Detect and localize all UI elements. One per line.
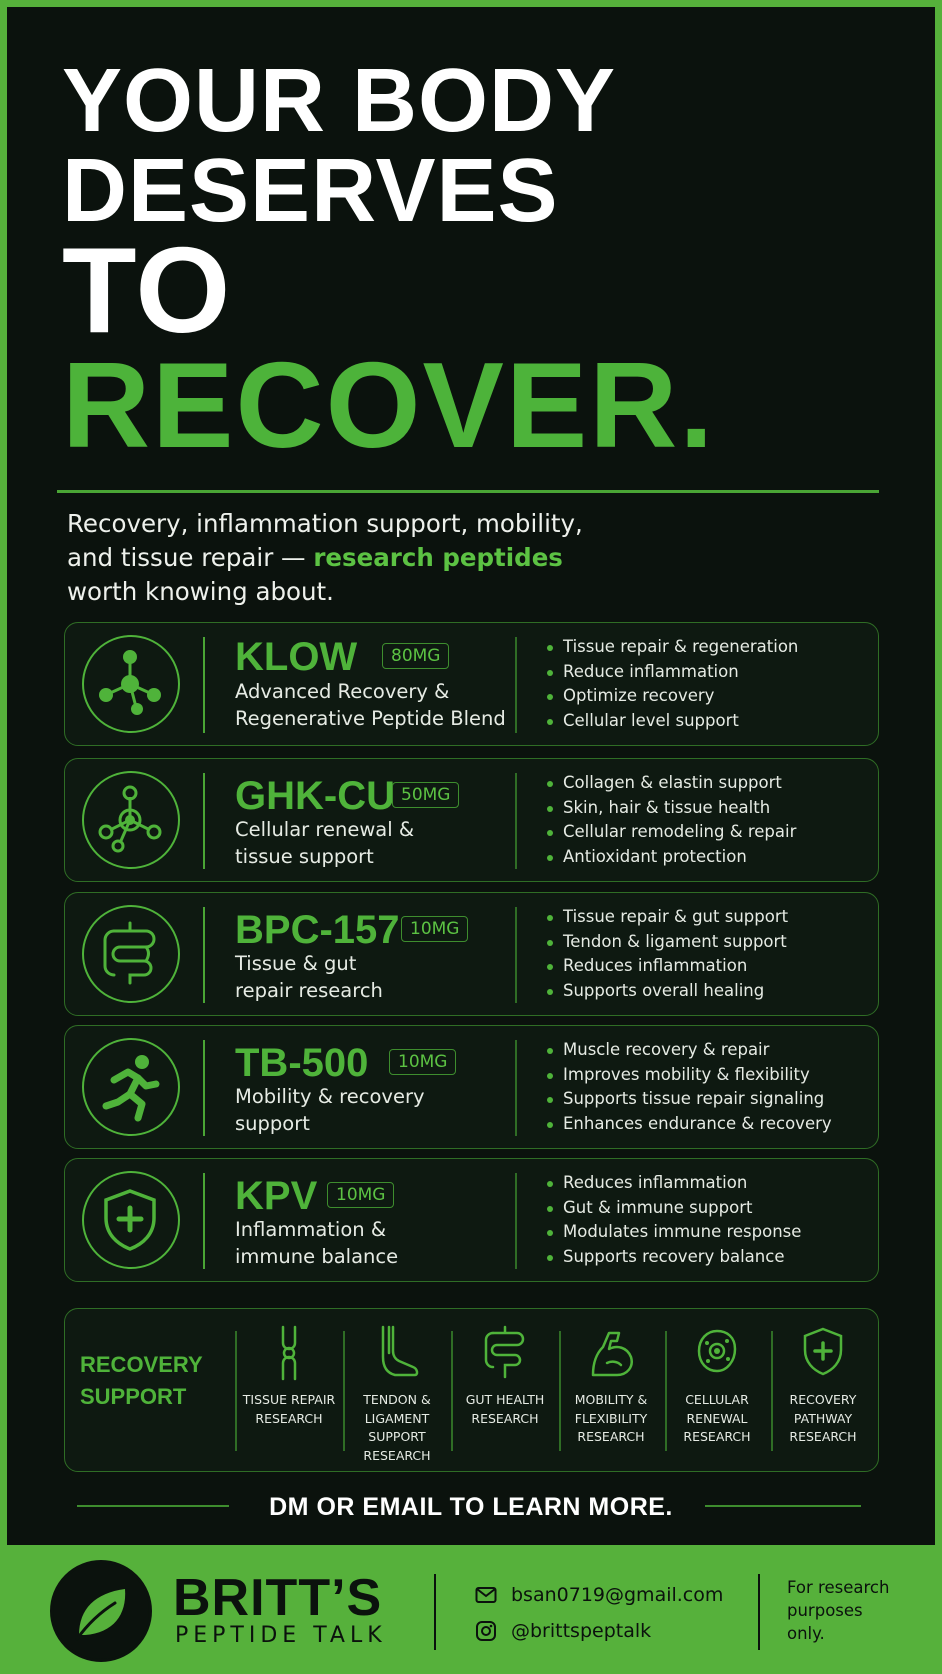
feature-item: Tendon & ligament support	[543, 930, 788, 955]
product-description-line-1: Tissue & gut	[235, 952, 357, 975]
product-card-ghk-cu	[64, 758, 879, 882]
intro-part-3: worth knowing about.	[67, 577, 334, 606]
feature-list	[543, 905, 788, 1003]
feature-item: Collagen & elastin support	[543, 771, 796, 796]
feature-divider	[515, 907, 517, 1003]
product-card-tb-500	[64, 1025, 879, 1149]
product-description-line-2: Regenerative Peptide Blend	[235, 707, 506, 730]
support-item-label-line: RENEWAL	[686, 1410, 748, 1426]
product-card-kpv	[64, 1158, 879, 1282]
support-item-label-line: SUPPORT	[368, 1429, 426, 1444]
recovery-support-title	[80, 1349, 203, 1413]
support-item-label-line: LIGAMENT	[364, 1410, 430, 1426]
recovery-support-title-line-2: SUPPORT	[80, 1384, 187, 1409]
support-item-label-line: MOBILITY &	[574, 1392, 648, 1407]
product-description	[235, 816, 414, 870]
joint-icon	[267, 1325, 311, 1381]
support-item-label-line: PATHWAY	[793, 1410, 853, 1426]
support-item-label	[237, 1391, 341, 1428]
intestine-icon	[483, 1325, 527, 1381]
molecule-icon	[82, 635, 180, 733]
feature-item: Reduces inflammation	[543, 954, 788, 979]
feature-item: Skin, hair & tissue health	[543, 796, 796, 821]
feature-item: Antioxidant protection	[543, 845, 796, 870]
poster-panel	[7, 7, 935, 1545]
support-item-recovery-pathway	[771, 1325, 875, 1461]
mail-icon	[475, 1584, 497, 1606]
recovery-support-title-line-1: RECOVERY	[80, 1352, 203, 1377]
support-item-label-line: RECOVERY	[789, 1392, 857, 1407]
brand-logo	[50, 1560, 152, 1662]
product-description	[235, 950, 383, 1004]
support-item-label-line: RESEARCH	[577, 1429, 645, 1444]
feature-item: Muscle recovery & repair	[543, 1038, 832, 1063]
support-item-mobility	[559, 1325, 663, 1461]
product-description-line-1: Mobility & recovery	[235, 1085, 425, 1108]
feature-item: Supports recovery balance	[543, 1245, 801, 1270]
feature-item: Cellular remodeling & repair	[543, 820, 796, 845]
shield-plus-icon	[82, 1171, 180, 1269]
product-name: KPV	[235, 1174, 318, 1218]
feature-item: Supports tissue repair signaling	[543, 1087, 832, 1112]
support-item-label-line: CELLULAR	[685, 1392, 749, 1407]
support-item-label	[559, 1391, 663, 1447]
email-link[interactable]: bsan0719@gmail.com	[511, 1584, 724, 1606]
headline-line-3: TO	[62, 222, 232, 358]
disclaimer-line-1: For research	[787, 1578, 890, 1597]
feature-divider	[515, 1173, 517, 1269]
footer-divider	[758, 1574, 760, 1650]
feature-list	[543, 635, 798, 733]
feature-item: Tissue repair & regeneration	[543, 635, 798, 660]
intro-part-2: and tissue repair —	[67, 543, 314, 572]
headline-line-4: RECOVER.	[62, 337, 716, 473]
feature-item: Cellular level support	[543, 709, 798, 734]
product-description	[235, 1083, 425, 1137]
brand-subtitle: PEPTIDE TALK	[175, 1623, 387, 1648]
intro-text	[67, 507, 583, 609]
instagram-icon	[475, 1620, 497, 1642]
support-item-label-line: RESEARCH	[789, 1429, 857, 1444]
dose-badge: 50MG	[392, 782, 459, 808]
instagram-handle[interactable]: @brittspeptalk	[511, 1620, 652, 1642]
product-description-line-1: Inflammation &	[235, 1218, 387, 1241]
product-name: KLOW	[235, 635, 358, 679]
headline-line-2: DESERVES	[62, 141, 559, 241]
dose-badge: 10MG	[327, 1182, 394, 1208]
feature-list	[543, 1171, 801, 1269]
intro-accent: research peptides	[313, 543, 563, 572]
product-card-bpc-157	[64, 892, 879, 1016]
headline-line-1: YOUR BODY	[62, 51, 617, 151]
support-item-gut-health	[453, 1325, 557, 1461]
product-description-line-2: tissue support	[235, 845, 374, 868]
foot-icon	[375, 1325, 419, 1381]
support-item-label-line: GUT HEALTH	[465, 1392, 545, 1407]
dose-badge: 10MG	[389, 1049, 456, 1075]
brand-name: BRITT’S	[173, 1569, 383, 1627]
cta-text: DM OR EMAIL TO LEARN MORE.	[269, 1493, 673, 1521]
support-item-label-line: TENDON &	[363, 1392, 431, 1407]
dose-badge: 10MG	[401, 916, 468, 942]
product-card-klow	[64, 622, 879, 746]
card-divider	[203, 773, 205, 869]
support-item-label-line: FLEXIBILITY	[574, 1410, 648, 1426]
disclaimer-line-2: purposes	[787, 1601, 863, 1620]
support-item-label	[771, 1391, 875, 1447]
support-item-label	[665, 1391, 769, 1447]
product-description-line-2: repair research	[235, 979, 383, 1002]
feature-list	[543, 1038, 832, 1136]
product-description	[235, 678, 506, 732]
support-item-tissue-repair	[237, 1325, 341, 1461]
runner-icon	[82, 1038, 180, 1136]
feature-item: Modulates immune response	[543, 1220, 801, 1245]
support-item-label	[345, 1391, 449, 1465]
support-item-label-line: RESEARCH	[683, 1429, 751, 1444]
support-item-label-line: RESEARCH	[471, 1410, 539, 1426]
leaf-icon	[53, 1563, 149, 1659]
recovery-support-panel	[64, 1308, 879, 1472]
feature-divider	[515, 773, 517, 869]
support-item-cellular-renewal	[665, 1325, 769, 1461]
flexed-arm-icon	[589, 1325, 633, 1381]
product-description-line-2: immune balance	[235, 1245, 399, 1268]
feature-item: Reduces inflammation	[543, 1171, 801, 1196]
feature-divider	[515, 637, 517, 733]
molecule-icon	[82, 771, 180, 869]
feature-item: Reduce inflammation	[543, 660, 798, 685]
cell-icon	[695, 1325, 739, 1381]
feature-item: Improves mobility & flexibility	[543, 1063, 832, 1088]
intestine-icon	[82, 905, 180, 1003]
shield-plus-icon	[801, 1325, 845, 1381]
headline-divider	[57, 490, 879, 493]
support-item-label-line: TISSUE REPAIR	[242, 1392, 336, 1407]
support-item-label-line: RESEARCH	[363, 1447, 431, 1463]
disclaimer-line-3: only.	[787, 1624, 825, 1643]
cta-line-right	[705, 1505, 861, 1507]
card-divider	[203, 637, 205, 733]
support-item-tendon-ligament	[345, 1325, 449, 1461]
product-description-line-1: Advanced Recovery &	[235, 680, 450, 703]
feature-item: Tissue repair & gut support	[543, 905, 788, 930]
disclaimer	[787, 1576, 889, 1645]
feature-item: Optimize recovery	[543, 684, 798, 709]
feature-list	[543, 771, 796, 869]
product-description	[235, 1216, 398, 1270]
feature-divider	[515, 1040, 517, 1136]
card-divider	[203, 1173, 205, 1269]
product-name: BPC-157	[235, 908, 400, 952]
card-divider	[203, 1040, 205, 1136]
support-item-label	[453, 1391, 557, 1428]
product-name: TB-500	[235, 1041, 369, 1085]
support-item-label-line: RESEARCH	[255, 1410, 323, 1426]
card-divider	[203, 907, 205, 1003]
dose-badge: 80MG	[382, 643, 449, 669]
feature-item: Enhances endurance & recovery	[543, 1112, 832, 1137]
product-description-line-2: support	[235, 1112, 310, 1135]
product-name: GHK-CU	[235, 774, 395, 818]
feature-item: Gut & immune support	[543, 1196, 801, 1221]
feature-item: Supports overall healing	[543, 979, 788, 1004]
intro-part-1: Recovery, inflammation support, mobility,	[67, 509, 583, 538]
footer-divider	[434, 1574, 436, 1650]
product-description-line-1: Cellular renewal &	[235, 818, 415, 841]
